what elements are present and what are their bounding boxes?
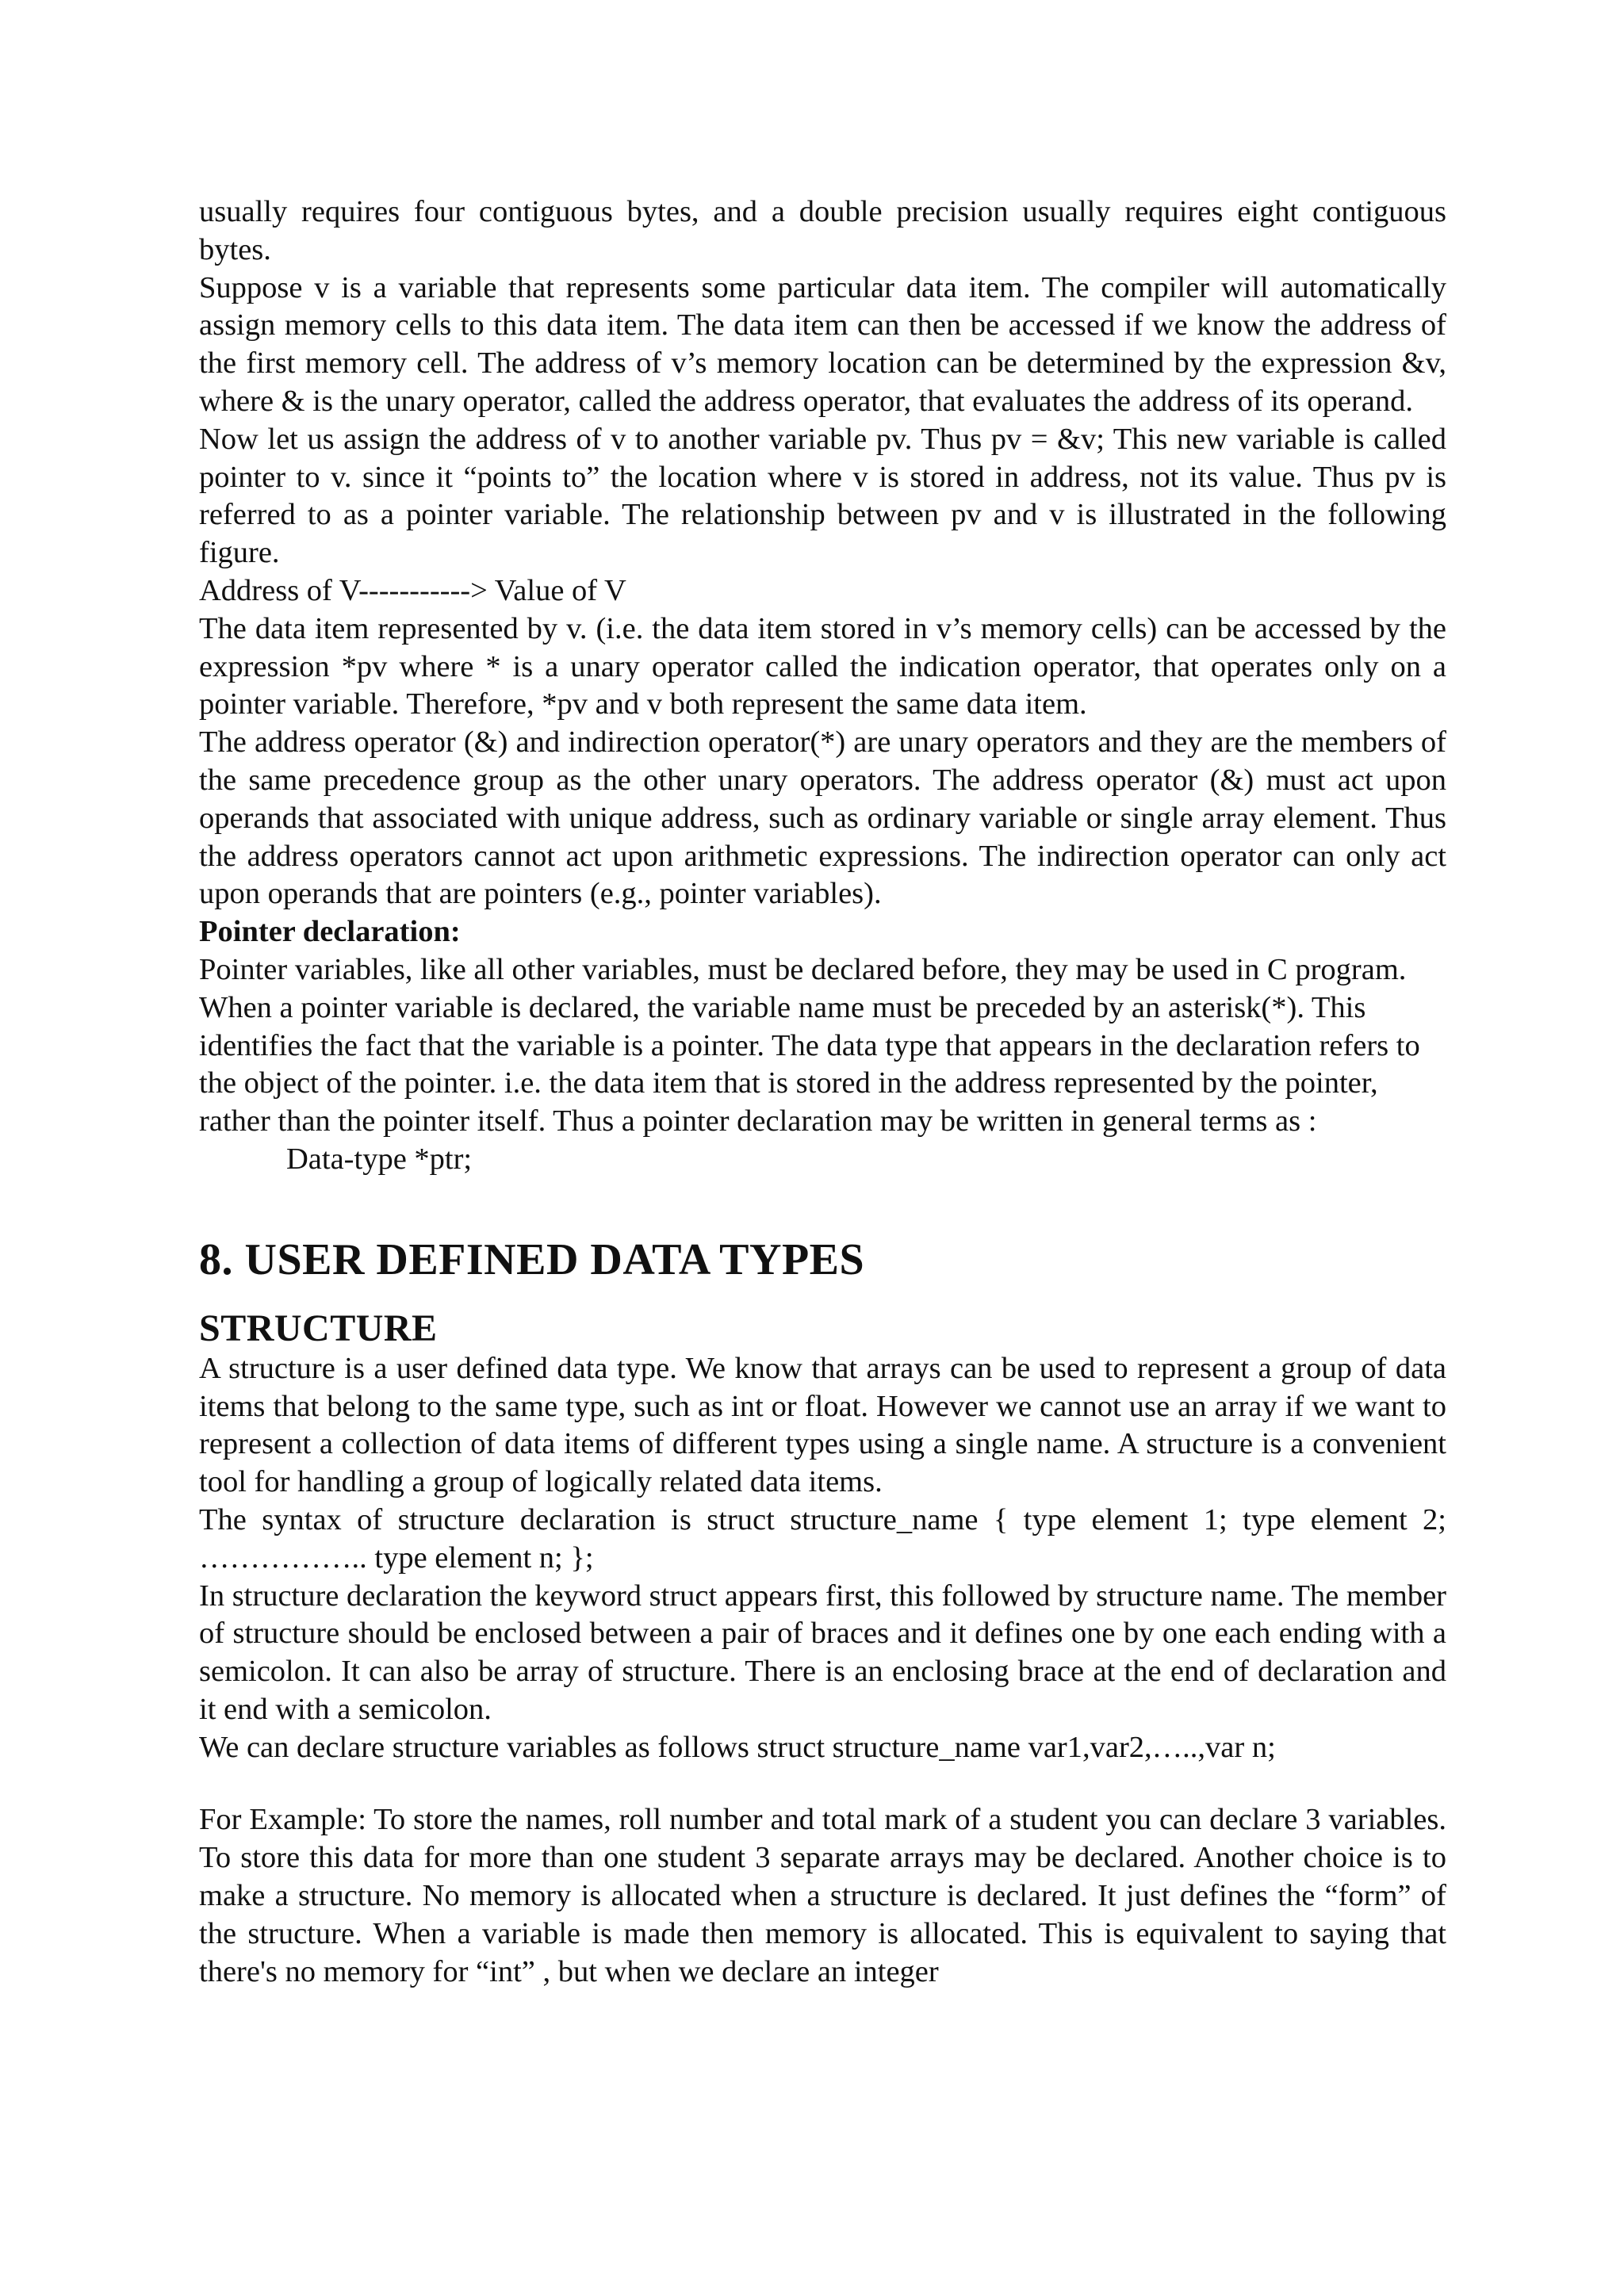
structure-paragraph-definition: A structure is a user defined data type. We know that arrays can be used to represent a group of data items that belong to the same type, such as int or float. However we cannot use an array if we want to represent a collection of data items of different types using a single name. A structure is a convenient tool for handling a group of logically related data items.: [199, 1351, 1446, 1499]
example-paragraph: For Example: To store the names, roll number and total mark of a student you can declare 3 variables. To store this data for more than one student 3 separate arrays may be declared. Another choice is to make a structure. No memory is allocated when a structure is declared. It just defines the “form” of the structure. When a variable is made then memory is allocated. This is equivalent to saying that there's no memory for “int” , but when we declare an integer: [199, 1803, 1446, 1988]
pointer-declaration-body: Pointer variables, like all other variables, must be declared before, they may be used in C program. When a pointer variable is declared, the variable name must be preceded by an asterisk(*). This identifies the fact that the variable is a pointer. The data type that appears in the declaration refers to the object of the pointer. i.e. the data item that is stored in the address represented by the pointer, rather than the pointer itself. Thus a pointer declaration may be written in general terms as :: [199, 952, 1420, 1138]
structure-paragraph-declaration: In structure declaration the keyword struct appears first, this followed by structure name. The member of structure should be enclosed between a pair of braces and it defines one by one each ending with a semicolon. It can also be array of structure. There is an enclosing brace at the end of declaration and it end with a semicolon.: [199, 1578, 1446, 1726]
pointer-declaration-heading: Pointer declaration:: [199, 915, 461, 949]
structure-paragraph-variables: We can declare structure variables as follows struct structure_name var1,var2,…..,var n;: [199, 1730, 1276, 1764]
pointer-figure-line: Address of V-----------> Value of V: [199, 573, 626, 607]
paragraph-pointer-variable: Now let us assign the address of v to another variable pv. Thus pv = &v; This new variable is called pointer to v. since it “points to” the location where v is stored in address, not its value. Thus pv is referred to as a pointer variable. The relationship between pv and v is illustrated in the following figure.: [199, 422, 1446, 570]
paragraph-unary-operators: The address operator (&) and indirection operator(*) are unary operators and they are the members of the same precedence group as the other unary operators. The address operator (&) must act upon operands that associated with unique address, such as ordinary variable or single array element. Thus the address operators cannot act upon arithmetic expressions. The indirection operator can only act upon operands that are pointers (e.g., pointer variables).: [199, 725, 1446, 911]
section-title-structure: STRUCTURE: [199, 1307, 438, 1349]
document-page: [199, 193, 1446, 1991]
chapter-title: 8. USER DEFINED DATA TYPES: [199, 1234, 865, 1284]
paragraph-address-operator: Suppose v is a variable that represents some particular data item. The compiler will automatically assign memory cells to this data item. The data item can then be accessed if we know the address of the first memory cell. The address of v’s memory location can be determined by the expression &v, where & is the unary operator, called the address operator, that evaluates the address of its operand.: [199, 270, 1446, 418]
structure-paragraph-syntax: The syntax of structure declaration is struct structure_name { type element 1; type element 2; …………….. type element n; };: [199, 1502, 1446, 1575]
paragraph-indirection: The data item represented by v. (i.e. the data item stored in v’s memory cells) can be accessed by the expression *pv where * is a unary operator called the indication operator, that operates only on a pointer variable. Therefore, *pv and v both represent the same data item.: [199, 611, 1446, 721]
paragraph-bytes: usually requires four contiguous bytes, and a double precision usually requires eight contiguous bytes.: [199, 195, 1446, 266]
pointer-declaration-syntax: Data-type *ptr;: [286, 1142, 473, 1176]
paragraph-gap: [199, 1766, 1446, 1801]
